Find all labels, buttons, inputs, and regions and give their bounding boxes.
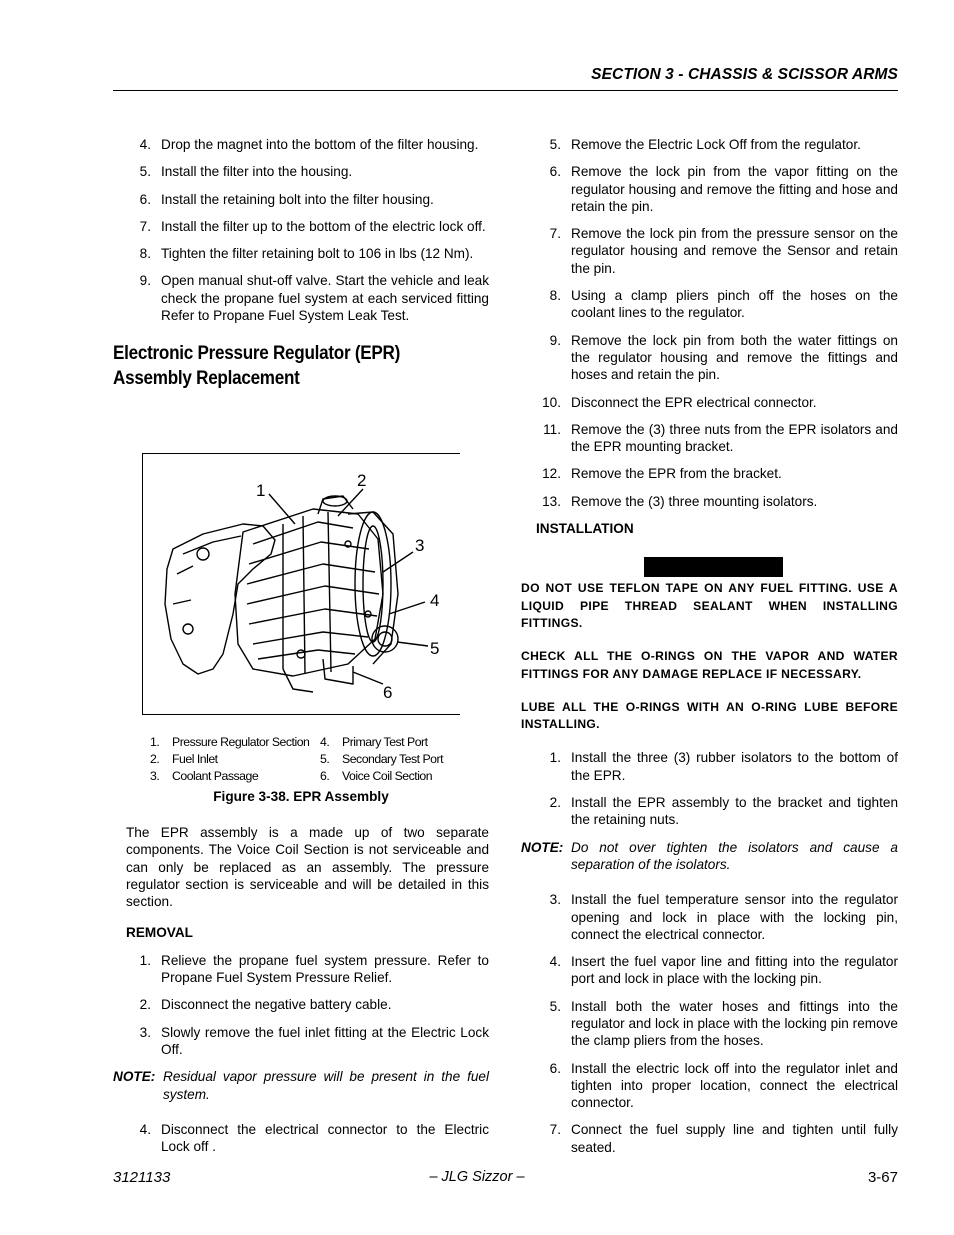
step-number: 8.: [549, 288, 561, 304]
legend-number: 3.: [150, 769, 160, 783]
caution-text: CHECK ALL THE O-RINGS ON THE VAPOR AND WATER FITTINGS FOR ANY DAMAGE REPLACE IF NECESSARY.: [521, 649, 898, 681]
legend-number: 5.: [320, 752, 330, 766]
list-item: [521, 225, 898, 277]
right-column: [521, 136, 898, 1166]
step-text: Install the fuel temperature sensor into the regulator opening and lock in place with the locking pin, connect the electrical connector.: [571, 892, 898, 942]
step-text: Remove the Electric Lock Off from the regulator.: [571, 137, 861, 152]
step-text: Disconnect the EPR electrical connector.: [571, 394, 817, 410]
legend-item: Voice Coil Section: [342, 769, 433, 783]
step-number: 2.: [549, 795, 561, 811]
step-text: Disconnect the negative battery cable.: [161, 997, 392, 1013]
step-number: 9.: [549, 332, 561, 348]
list-item: [521, 1060, 898, 1112]
step-text: Open manual shut-off valve. Start the vehicle and leak check the propane fuel system at each serviced fitting Refer to Propane Fuel System Leak Test.: [161, 273, 489, 324]
step-number: 6.: [139, 191, 151, 207]
step-text: Remove the lock pin from the pressure sensor on the regulator housing and remove the Sensor and retain the pin.: [571, 226, 898, 276]
note-label: NOTE:: [113, 1069, 156, 1085]
list-item: [113, 1121, 489, 1156]
section-heading-line1: Electronic Pressure Regulator (EPR): [113, 343, 401, 365]
callout-1: 1: [256, 481, 266, 500]
step-number: 5.: [549, 137, 561, 152]
caution-text: DO NOT USE TEFLON TAPE ON ANY FUEL FITTING. USE A LIQUID PIPE THREAD SEALANT WHEN INSTALLING FITTINGS.: [521, 581, 898, 630]
step-number: 7.: [549, 1122, 561, 1138]
list-item: [521, 332, 898, 384]
left-column: [113, 136, 489, 391]
note-box: [521, 839, 898, 874]
step-list: [113, 1121, 489, 1156]
legend-number: 2.: [150, 752, 160, 766]
callout-4: 4: [430, 591, 440, 610]
footer-doc-number: 3121133: [113, 1169, 171, 1186]
step-text: Disconnect the electrical connector to the Electric Lock off .: [161, 1121, 489, 1155]
step-list: [113, 952, 489, 1058]
legend-item: Fuel Inlet: [172, 752, 218, 766]
caution-text: LUBE ALL THE O-RINGS WITH AN O-RING LUBE BEFORE INSTALLING.: [521, 699, 898, 732]
epr-assembly-figure: [142, 453, 460, 715]
callout-5: 5: [430, 639, 440, 658]
list-item: [521, 136, 898, 153]
section-heading-line2: Assembly Replacement: [113, 368, 300, 390]
list-item: [113, 996, 489, 1013]
step-number: 2.: [139, 997, 151, 1013]
step-text: Remove the (3) three mounting isolators.: [571, 493, 818, 509]
section-title: SECTION 3 - CHASSIS & SCISSOR ARMS: [591, 66, 898, 83]
removal-heading: REMOVAL: [126, 925, 193, 941]
legend-number: 1.: [150, 735, 160, 749]
callout-2: 2: [357, 471, 367, 490]
list-item: [113, 952, 489, 987]
step-number: 6.: [549, 1060, 561, 1076]
step-number: 11.: [543, 421, 561, 437]
step-text: Install the retaining bolt into the filter housing.: [161, 191, 434, 207]
list-item: [521, 998, 898, 1050]
legend-item: Coolant Passage: [172, 769, 259, 783]
step-text: Install the filter up to the bottom of the electric lock off.: [161, 218, 486, 234]
step-text: Remove the (3) three nuts from the EPR isolators and the EPR mounting bracket.: [571, 421, 898, 455]
step-number: 5.: [139, 164, 151, 180]
step-number: 4.: [549, 954, 561, 970]
step-list: [521, 136, 898, 510]
list-item: [113, 191, 489, 208]
figure-legend: [150, 734, 490, 785]
figure-caption: Figure 3-38. EPR Assembly: [213, 789, 389, 804]
step-text: Remove the EPR from the bracket.: [571, 466, 782, 482]
step-list: [521, 891, 898, 1156]
installation-heading: INSTALLATION: [536, 521, 634, 537]
step-text: Slowly remove the fuel inlet fitting at the Electric Lock Off.: [161, 1024, 489, 1057]
step-text: Insert the fuel vapor line and fitting into the regulator port and lock in place with the locking pin.: [571, 954, 898, 987]
list-item: [521, 794, 898, 829]
step-number: 3.: [549, 892, 561, 908]
list-item: [521, 1121, 898, 1156]
step-text: Drop the magnet into the bottom of the filter housing.: [161, 137, 479, 152]
step-text: Remove the lock pin from the vapor fitting on the regulator housing and remove the fitting and hose and retain the pin.: [571, 164, 898, 214]
list-item: [521, 421, 898, 456]
step-text: Relieve the propane fuel system pressure. Refer to Propane Fuel System Pressure Relief.: [161, 952, 489, 986]
step-text: Install the electric lock off into the regulator inlet and tighten into proper location, connect the electrical connector.: [571, 1060, 898, 1111]
note-label: NOTE:: [521, 839, 564, 855]
step-number: 5.: [549, 998, 561, 1014]
callout-3: 3: [415, 536, 425, 555]
left-column-lower: [113, 824, 489, 1165]
step-text: Connect the fuel supply line and tighten until fully seated.: [571, 1122, 898, 1155]
list-item: [521, 749, 898, 784]
callout-6: 6: [383, 683, 393, 702]
step-number: 13.: [542, 493, 561, 509]
step-number: 3.: [139, 1024, 151, 1040]
step-text: Install the three (3) rubber isolators to the bottom of the EPR.: [571, 750, 898, 783]
step-text: Tighten the filter retaining bolt to 106 in lbs (12 Nm).: [161, 246, 474, 262]
step-number: 6.: [549, 164, 561, 180]
list-item: [113, 218, 489, 235]
caution-banner: [644, 557, 783, 577]
list-item: [521, 394, 898, 411]
epr-assembly-drawing: [143, 454, 459, 714]
legend-number: 4.: [320, 735, 330, 749]
page-header: [113, 64, 898, 91]
list-item: [113, 1024, 489, 1059]
step-text: Remove the lock pin from both the water fittings on the regulator housing and remove the fittings and hoses and retain the pin.: [571, 332, 898, 383]
legend-item: Secondary Test Port: [342, 752, 444, 766]
step-number: 4.: [139, 137, 151, 152]
intro-paragraph: The EPR assembly is a made up of two separate components. The Voice Coil Section is not serviceable and can only be replaced as an assembly. The pressure regulator section is serviceable and will be detailed in this section.: [126, 825, 489, 910]
list-item: [113, 136, 489, 153]
step-text: Install the filter into the housing.: [161, 164, 353, 180]
step-number: 9.: [139, 273, 151, 289]
legend-item: Primary Test Port: [342, 735, 428, 749]
list-item: [521, 493, 898, 510]
list-item: [521, 465, 898, 482]
footer-page-number: 3-67: [867, 1169, 898, 1186]
list-item: [521, 953, 898, 988]
step-number: 1.: [549, 750, 561, 766]
legend-item: Pressure Regulator Section: [172, 735, 310, 749]
list-item: [521, 287, 898, 322]
list-item: [113, 245, 489, 262]
step-number: 4.: [139, 1121, 151, 1137]
list-item: [113, 272, 489, 324]
step-text: Install both the water hoses and fittings into the regulator and lock in place with the locking pin remove the clamp pliers from the hoses.: [571, 998, 898, 1049]
legend-number: 6.: [320, 769, 330, 783]
footer-center: – JLG Sizzor –: [429, 1169, 525, 1185]
step-text: Install the EPR assembly to the bracket and tighten the retaining nuts.: [571, 795, 898, 828]
list-item: [521, 891, 898, 943]
step-number: 7.: [139, 218, 151, 234]
step-text: Using a clamp pliers pinch off the hoses on the coolant lines to the regulator.: [571, 288, 898, 321]
step-number: 12.: [542, 466, 561, 482]
step-number: 1.: [139, 952, 151, 968]
note-text: Do not over tighten the isolators and cause a separation of the isolators.: [571, 839, 898, 872]
step-number: 10.: [542, 394, 561, 410]
list-item: [521, 163, 898, 215]
step-number: 7.: [549, 226, 561, 242]
list-item: [113, 163, 489, 180]
step-number: 8.: [139, 246, 151, 262]
note-text: Residual vapor pressure will be present in the fuel system.: [163, 1069, 489, 1102]
step-list: [113, 136, 489, 324]
step-list: [521, 749, 898, 828]
note-box: [113, 1068, 489, 1103]
